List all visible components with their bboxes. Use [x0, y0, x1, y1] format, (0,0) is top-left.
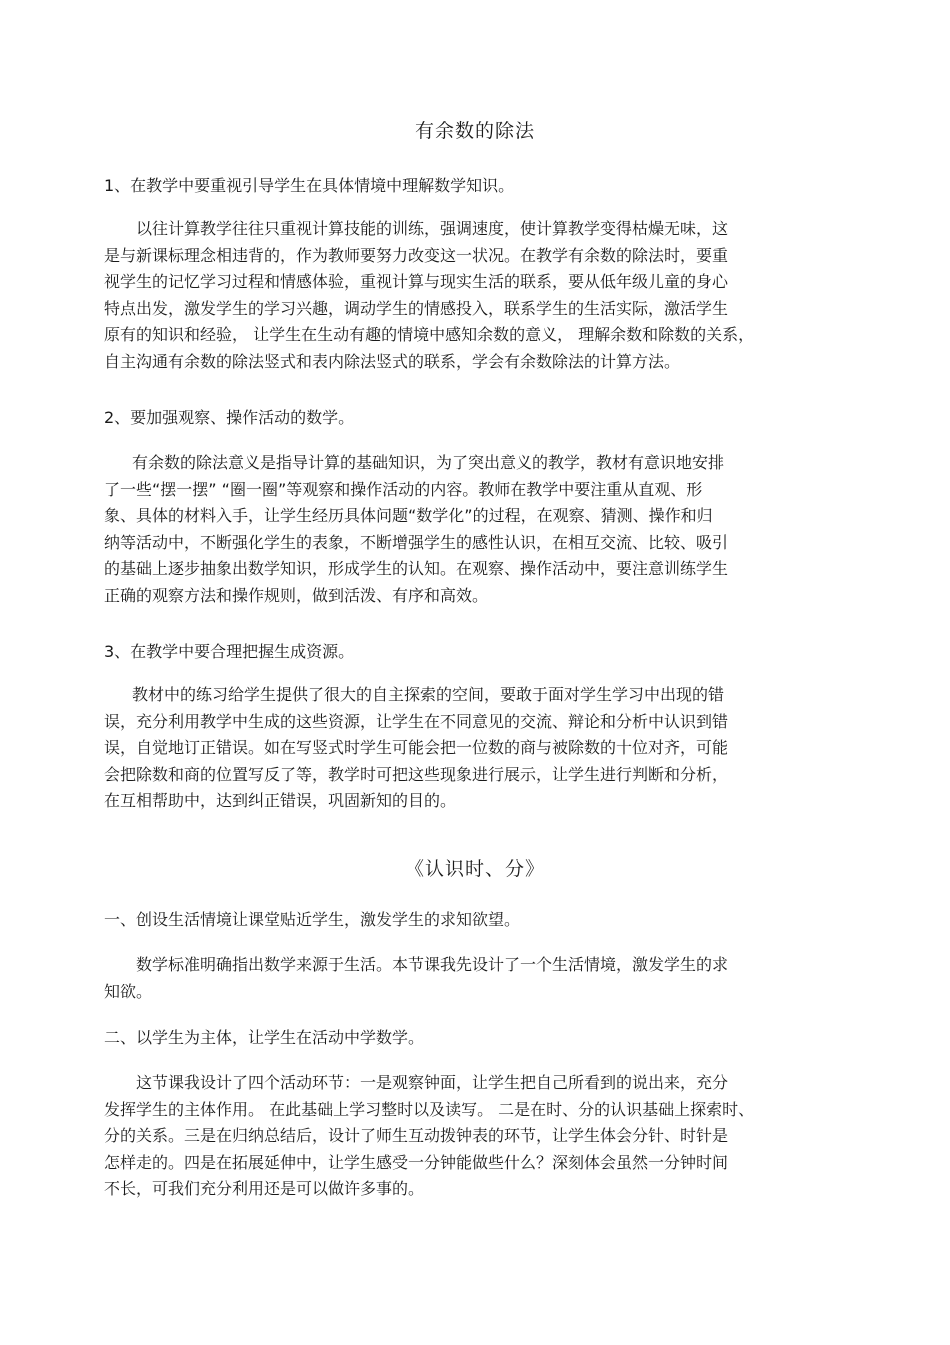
- section-title-time: 《认识时、分》: [404, 858, 545, 880]
- paragraph-line: 有余数的除法意义是指导计算的基础知识，为了突出意义的教学，教材有意识地安排: [132, 453, 725, 472]
- paragraph-line: 会把除数和商的位置写反了等，教学时可把这些现象进行展示，让学生进行判断和分析，: [104, 764, 729, 784]
- paragraph-line: 在互相帮助中，达到纠正错误，巩固新知的目的。: [104, 791, 457, 810]
- paragraph-line: 怎样走的。四是在拓展延伸中，让学生感受一分钟能做些什么？深刻体会虽然一分钟时间: [104, 1152, 729, 1172]
- paragraph-line: 象、具体的材料入手，让学生经历具体问题“数学化”的过程，在观察、猜测、操作和归: [104, 506, 713, 525]
- heading-2: 2、要加强观察、操作活动的数学。: [104, 408, 355, 427]
- paragraph-line: 原有的知识和经验， 让学生在生动有趣的情境中感知余数的意义， 理解余数和除数的关系，: [104, 325, 755, 344]
- heading-one: 一、创设生活情境让课堂贴近学生，激发学生的求知欲望。: [104, 910, 521, 929]
- paragraph-line: 误，自觉地订正错误。如在写竖式时学生可能会把一位数的商与被除数的十位对齐，可能: [104, 738, 729, 757]
- paragraph-line: 不长，可我们充分利用还是可以做许多事的。: [104, 1179, 425, 1198]
- paragraph-line: 特点出发，激发学生的学习兴趣，调动学生的情感投入，联系学生的生活实际，激活学生: [104, 298, 729, 318]
- heading-1: 1、在教学中要重视引导学生在具体情境中理解数学知识。: [104, 176, 515, 195]
- paragraph-line: 正确的观察方法和操作规则，做到活泼、有序和高效。: [104, 585, 489, 605]
- paragraph-line: 教材中的练习给学生提供了很大的自主探索的空间，要敢于面对学生学习中出现的错: [132, 685, 725, 704]
- heading-3: 3、在教学中要合理把握生成资源。: [104, 642, 355, 661]
- paragraph-2: [104, 450, 840, 609]
- paragraph-line: 以往计算教学往往只重视计算技能的训练，强调速度，使计算教学变得枯燥无味，这: [136, 219, 729, 238]
- section-title-division: 有余数的除法: [414, 120, 535, 142]
- paragraph-line: 这节课我设计了四个活动环节：一是观察钟面，让学生把自己所看到的说出来，充分: [136, 1073, 729, 1092]
- paragraph-line: 分的关系。三是在归纳总结后，设计了师生互动拨钟表的环节，让学生体会分针、时针是: [104, 1126, 729, 1145]
- paragraph-line: 的基础上逐步抽象出数学知识，形成学生的认知。在观察、操作活动中，要注意训练学生: [104, 559, 729, 578]
- heading-two: 二、以学生为主体，让学生在活动中学数学。: [104, 1028, 425, 1047]
- paragraph-line: 数学标准明确指出数学来源于生活。本节课我先设计了一个生活情境，激发学生的求: [136, 955, 729, 974]
- paragraph-line: 视学生的记忆学习过程和情感体验，重视计算与现实生活的联系，要从低年级儿童的身心: [104, 272, 729, 291]
- paragraph-line: 是与新课标理念相违背的，作为教师要努力改变这一状况。在教学有余数的除法时，要重: [104, 245, 729, 265]
- paragraph-line: 纳等活动中，不断强化学生的表象，不断增强学生的感性认识，在相互交流、比较、吸引: [104, 532, 729, 552]
- paragraph-line: 知欲。: [104, 981, 153, 1001]
- paragraph-line: 误，充分利用教学中生成的这些资源，让学生在不同意见的交流、辩论和分析中认识到错: [104, 711, 729, 731]
- paragraph-line: 自主沟通有余数的除法竖式和表内除法竖式的联系，学会有余数除法的计算方法。: [104, 351, 681, 371]
- paragraph-line: 了一些“摆一摆” “圈一圈”等观察和操作活动的内容。教师在教学中要注重从直观、形: [104, 479, 703, 499]
- paragraph-5: [104, 1070, 840, 1203]
- paragraph-4: [104, 952, 840, 1005]
- paragraph-line: 发挥学生的主体作用。 在此基础上学习整时以及读写。 二是在时、分的认识基础上探索时、: [104, 1099, 755, 1119]
- paragraph-3: [104, 682, 840, 815]
- paragraph-1: [104, 216, 840, 375]
